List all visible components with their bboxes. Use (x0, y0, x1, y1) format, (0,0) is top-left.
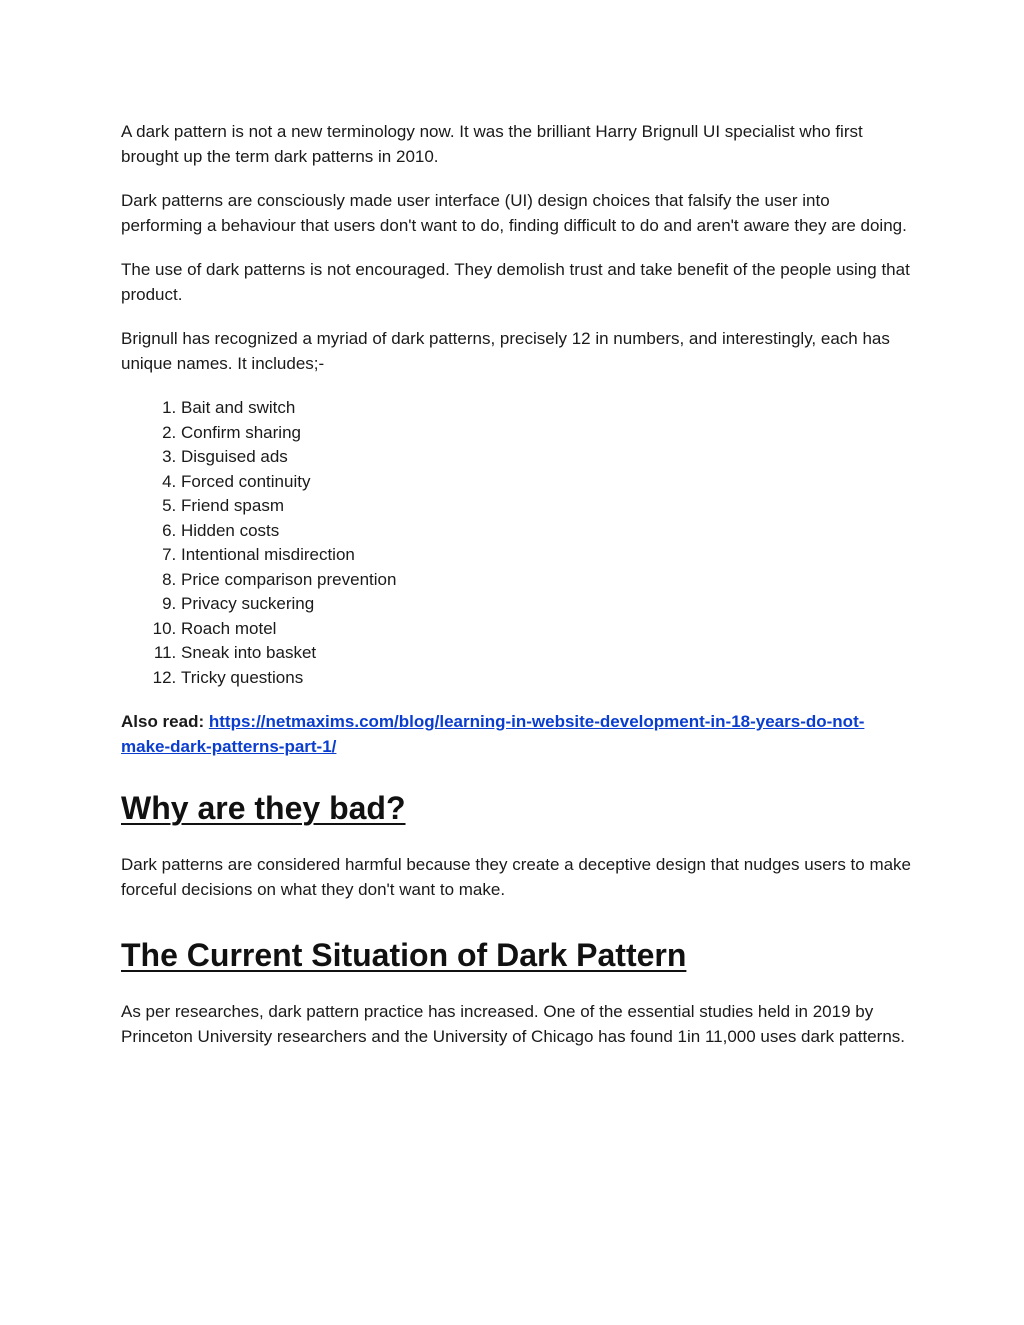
current-situation-paragraph: As per researches, dark pattern practice has increased. One of the essential studies held in 2019 by Princeton University researchers and the University of Chicago has found 1in 11,000 uses dark patterns. (121, 1002, 905, 1046)
intro-paragraph-1: A dark pattern is not a new terminology now. It was the brilliant Harry Brignull UI specialist who first brought up the term dark patterns in 2010. (121, 122, 863, 166)
list-item: 9. Privacy suckering (181, 592, 911, 617)
list-item: 11. Sneak into basket (181, 641, 911, 666)
document-page (121, 120, 911, 1049)
dark-patterns-list (121, 396, 911, 690)
intro-paragraph-4: Brignull has recognized a myriad of dark patterns, precisely 12 in numbers, and interestingly, each has unique names. It includes;- (121, 329, 890, 373)
list-item: 12. Tricky questions (181, 666, 911, 691)
why-bad-paragraph: Dark patterns are considered harmful because they create a deceptive design that nudges users to make forceful decisions on what they don't want to make. (121, 855, 912, 899)
list-item: 2. Confirm sharing (181, 421, 911, 446)
heading-why-bad: Why are they bad? (121, 790, 406, 826)
list-item: 8. Price comparison prevention (181, 568, 911, 593)
intro-paragraph-2: Dark patterns are consciously made user interface (UI) design choices that falsify the user into performing a behaviour that users don't want to do, finding difficult to do and aren't aware they are doing. (121, 191, 907, 235)
list-item: 6. Hidden costs (181, 519, 911, 544)
intro-paragraph-3: The use of dark patterns is not encouraged. They demolish trust and take benefit of the people using that product. (121, 260, 910, 304)
list-item: 7. Intentional misdirection (181, 543, 911, 568)
also-read-label: Also read: (121, 712, 205, 731)
heading-current-situation: The Current Situation of Dark Pattern (121, 937, 687, 973)
list-item: 1. Bait and switch (181, 396, 911, 421)
list-item: 10. Roach motel (181, 617, 911, 642)
also-read-link[interactable]: https://netmaxims.com/blog/learning-in-website-development-in-18-years-do-not-make-dark-patterns-part-1/ (121, 712, 865, 756)
list-item: 4. Forced continuity (181, 470, 911, 495)
list-item: 3. Disguised ads (181, 445, 911, 470)
list-item: 5. Friend spasm (181, 494, 911, 519)
also-read-line (121, 710, 911, 759)
